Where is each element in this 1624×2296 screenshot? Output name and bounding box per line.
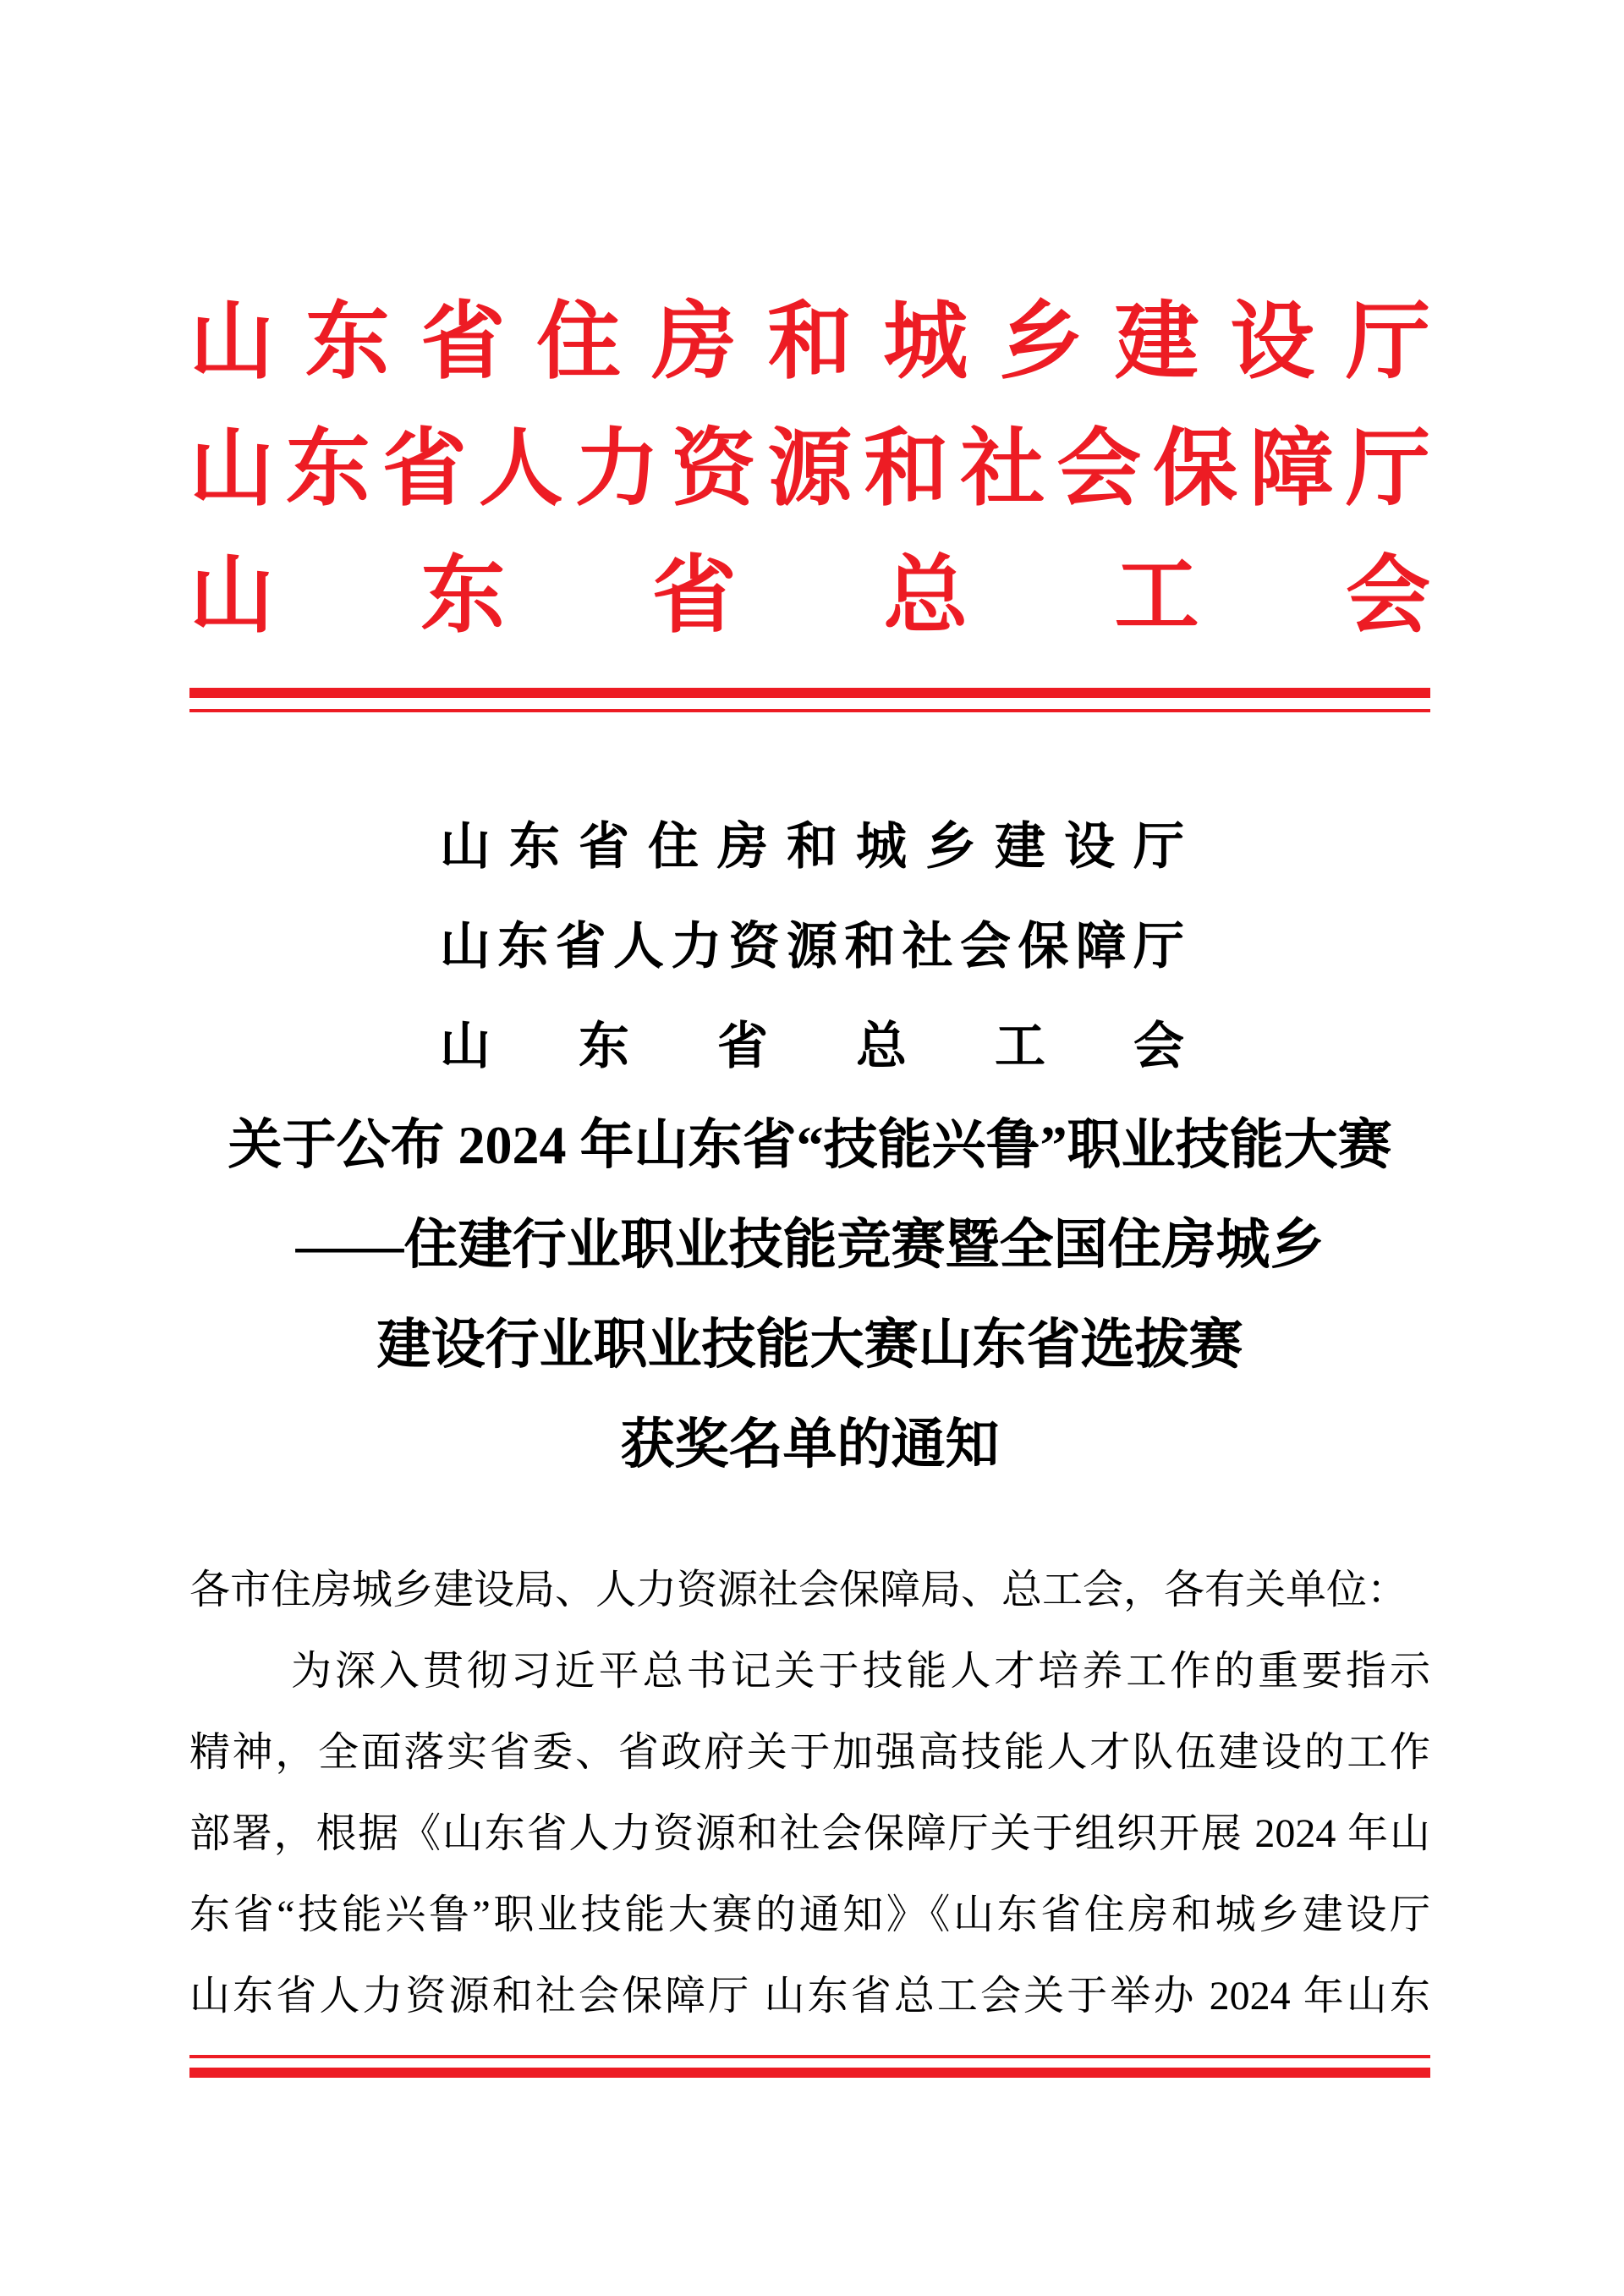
footer-divider-thick xyxy=(189,2068,1430,2078)
body-text-line-3: 部署，根据《山东省人力资源和社会保障厅关于组织开展 2024 年山 xyxy=(189,1811,1430,1856)
document-title-line-3: 建设行业职业技能大赛山东省选拔赛 xyxy=(376,1315,1243,1375)
issuing-org-line-1: 山东省住房和城乡建设厅 xyxy=(440,819,1184,875)
issuing-orgs xyxy=(440,797,1184,1096)
salutation: 各市住房城乡建设局、人力资源社会保障局、总工会，各有关单位： xyxy=(189,1568,1408,1612)
letterhead-org-line-3: 山东省总工会 xyxy=(189,549,1430,643)
document-title xyxy=(189,1096,1430,1495)
document-body xyxy=(189,1550,1430,2037)
body-text-line-1: 为深入贯彻习近平总书记关于技能人才培养工作的重要指示 xyxy=(291,1649,1430,1694)
body-text-line-2: 精神，全面落实省委、省政府关于加强高技能人才队伍建设的工作 xyxy=(189,1730,1430,1775)
footer-divider-thin xyxy=(189,2055,1430,2058)
document-title-line-1: 关于公布 2024 年山东省“技能兴鲁”职业技能大赛 xyxy=(228,1115,1392,1175)
body-text-line-4: 东省“技能兴鲁”职业技能大赛的通知》《山东省住房和城乡建设厅 xyxy=(189,1892,1430,1937)
body-text-line-5: 山东省人力资源和社会保障厅 山东省总工会关于举办 2024 年山东 xyxy=(189,1974,1430,2019)
issuing-org-line-3: 山东省总工会 xyxy=(440,1019,1184,1074)
letterhead xyxy=(189,279,1430,660)
issuing-org-line-2: 山东省人力资源和社会保障厅 xyxy=(440,919,1184,975)
document-title-line-2: ——住建行业职业技能竞赛暨全国住房城乡 xyxy=(295,1215,1325,1275)
letterhead-divider-thin xyxy=(189,709,1430,712)
letterhead-divider-thick xyxy=(189,688,1430,698)
document-title-line-4: 获奖名单的通知 xyxy=(620,1414,1000,1475)
letterhead-org-line-1: 山东省住房和城乡建设厅 xyxy=(189,295,1430,389)
letterhead-org-line-2: 山东省人力资源和社会保障厅 xyxy=(189,422,1430,516)
